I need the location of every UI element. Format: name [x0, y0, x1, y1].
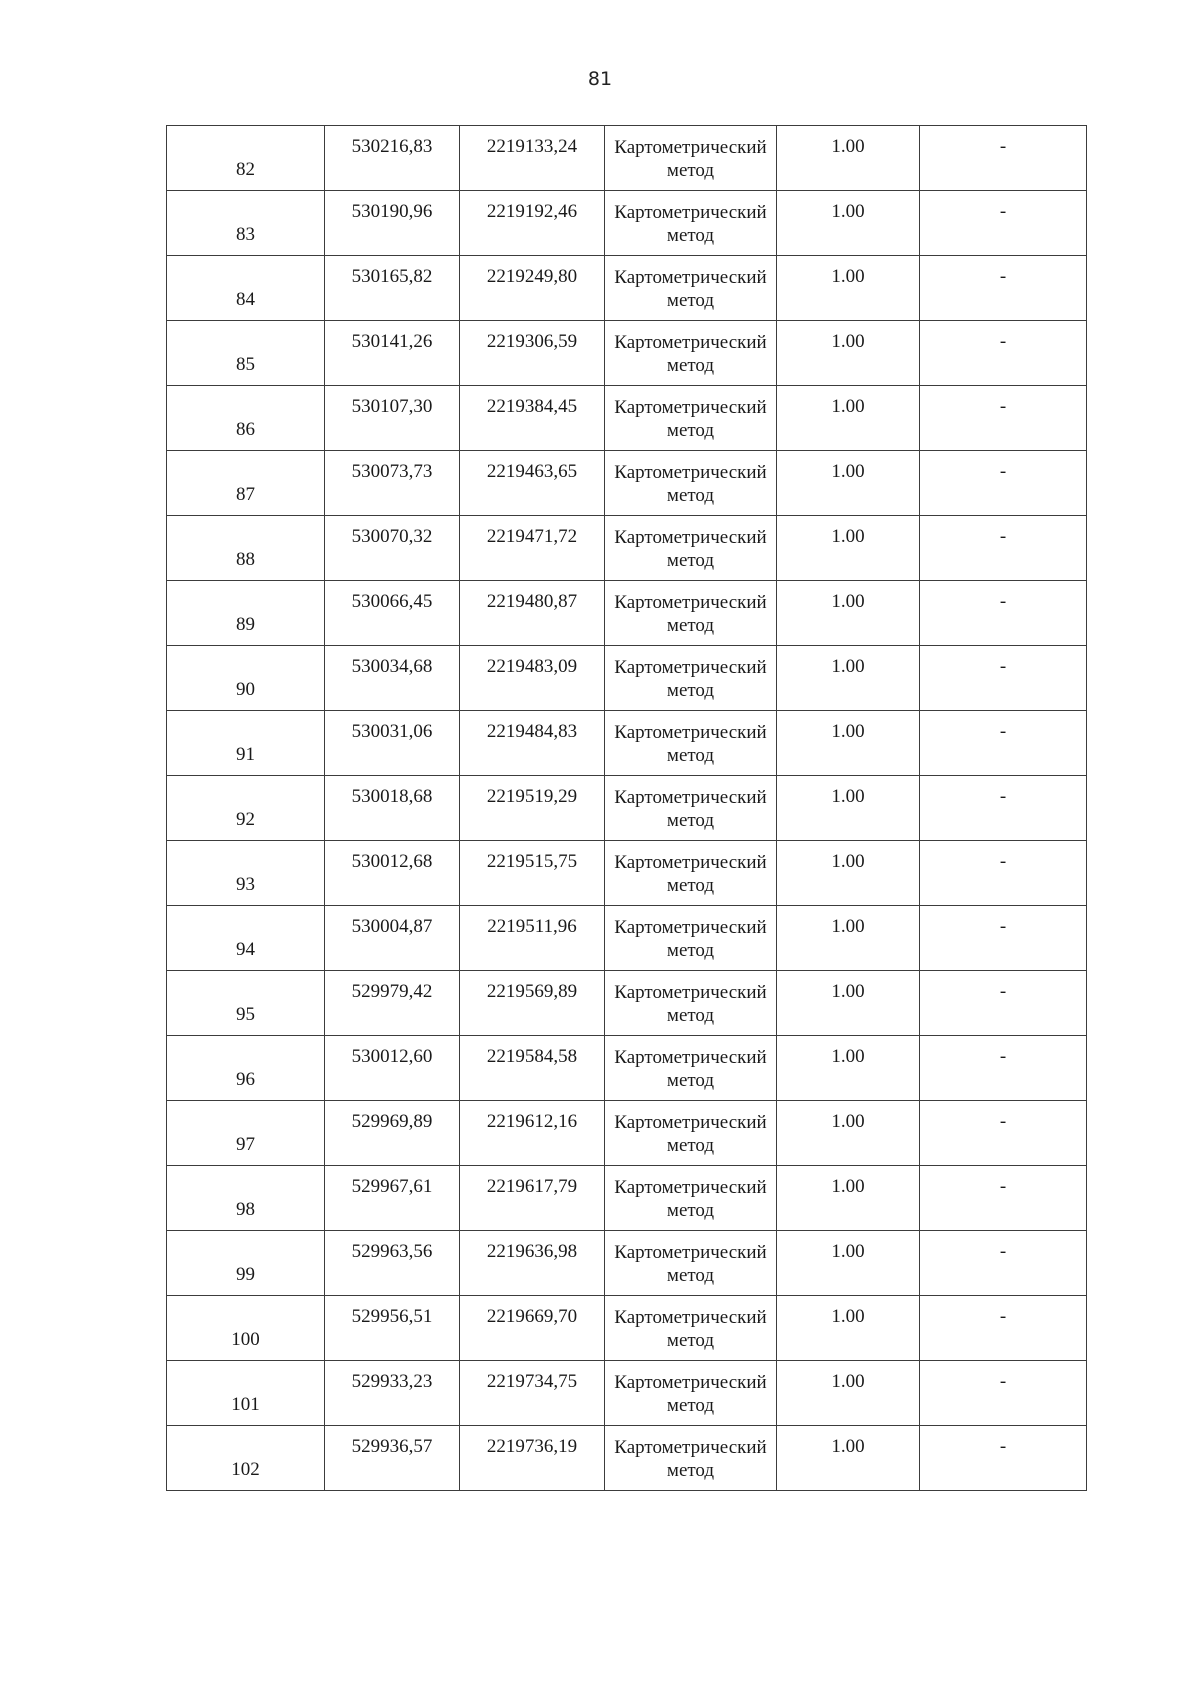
point-number-text: 97 — [236, 1134, 255, 1155]
description-text: - — [999, 1436, 1007, 1457]
point-number-cell — [167, 516, 325, 581]
x-coordinate-cell — [325, 1361, 460, 1426]
method-cell — [605, 126, 777, 191]
accuracy-text: 1.00 — [831, 591, 865, 612]
x-coordinate-cell — [325, 646, 460, 711]
accuracy-cell — [777, 321, 920, 386]
description-text: - — [999, 1241, 1007, 1262]
point-number-text: 93 — [236, 874, 255, 895]
description-text: - — [999, 136, 1007, 157]
method-cell — [605, 906, 777, 971]
y-coordinate-cell — [460, 906, 605, 971]
coordinates-table — [166, 125, 1087, 1491]
y-coordinate-cell — [460, 451, 605, 516]
point-number-text: 100 — [231, 1329, 260, 1350]
x-coordinate-cell — [325, 386, 460, 451]
x-coordinate-cell — [325, 906, 460, 971]
method-cell — [605, 971, 777, 1036]
description-text: - — [999, 1111, 1007, 1132]
point-number-cell — [167, 386, 325, 451]
accuracy-cell — [777, 711, 920, 776]
y-coordinate-cell — [460, 1296, 605, 1361]
description-text: - — [999, 1306, 1007, 1327]
method-cell — [605, 256, 777, 321]
description-cell — [920, 1166, 1087, 1231]
description-text: - — [999, 786, 1007, 807]
accuracy-cell — [777, 1231, 920, 1296]
description-cell — [920, 1426, 1087, 1491]
method-text: Картометрический метод — [614, 137, 767, 181]
method-text: Картометрический метод — [614, 202, 767, 246]
y-coordinate-cell — [460, 646, 605, 711]
x-coordinate-text: 530216,83 — [351, 136, 433, 157]
point-number-cell — [167, 776, 325, 841]
x-coordinate-cell — [325, 1426, 460, 1491]
description-text: - — [999, 266, 1007, 287]
accuracy-cell — [777, 1296, 920, 1361]
accuracy-cell — [777, 386, 920, 451]
y-coordinate-text: 2219249,80 — [486, 266, 578, 287]
x-coordinate-text: 529979,42 — [351, 981, 433, 1002]
description-cell — [920, 451, 1087, 516]
accuracy-text: 1.00 — [831, 916, 865, 937]
y-coordinate-text: 2219471,72 — [486, 526, 578, 547]
description-text: - — [999, 331, 1007, 352]
table-row — [167, 971, 1087, 1036]
x-coordinate-text: 529956,51 — [351, 1306, 433, 1327]
x-coordinate-cell — [325, 1166, 460, 1231]
point-number-text: 101 — [231, 1394, 260, 1415]
table-row — [167, 1166, 1087, 1231]
y-coordinate-text: 2219736,19 — [486, 1436, 578, 1457]
y-coordinate-cell — [460, 841, 605, 906]
y-coordinate-text: 2219484,83 — [486, 721, 578, 742]
table-row — [167, 516, 1087, 581]
x-coordinate-text: 530141,26 — [351, 331, 433, 352]
x-coordinate-text: 530073,73 — [351, 461, 433, 482]
x-coordinate-text: 529963,56 — [351, 1241, 433, 1262]
point-number-cell — [167, 1296, 325, 1361]
point-number-text: 88 — [236, 549, 255, 570]
method-text: Картометрический метод — [614, 527, 767, 571]
y-coordinate-text: 2219483,09 — [486, 656, 578, 677]
x-coordinate-text: 530107,30 — [351, 396, 433, 417]
description-cell — [920, 1101, 1087, 1166]
description-text: - — [999, 1046, 1007, 1067]
point-number-text: 82 — [236, 159, 255, 180]
method-text: Картометрический метод — [614, 1372, 767, 1416]
y-coordinate-cell — [460, 1036, 605, 1101]
method-text: Картометрический метод — [614, 722, 767, 766]
table-row — [167, 1101, 1087, 1166]
point-number-text: 83 — [236, 224, 255, 245]
x-coordinate-cell — [325, 971, 460, 1036]
x-coordinate-cell — [325, 451, 460, 516]
method-cell — [605, 191, 777, 256]
y-coordinate-text: 2219133,24 — [486, 136, 578, 157]
x-coordinate-text: 529967,61 — [351, 1176, 433, 1197]
method-text: Картометрический метод — [614, 592, 767, 636]
accuracy-text: 1.00 — [831, 136, 865, 157]
x-coordinate-text: 530004,87 — [351, 916, 433, 937]
y-coordinate-cell — [460, 971, 605, 1036]
method-cell — [605, 1101, 777, 1166]
description-cell — [920, 906, 1087, 971]
x-coordinate-cell — [325, 711, 460, 776]
x-coordinate-cell — [325, 841, 460, 906]
method-cell — [605, 1361, 777, 1426]
description-text: - — [999, 526, 1007, 547]
description-text: - — [999, 461, 1007, 482]
point-number-cell — [167, 126, 325, 191]
y-coordinate-cell — [460, 581, 605, 646]
method-text: Картометрический метод — [614, 1437, 767, 1481]
point-number-cell — [167, 256, 325, 321]
point-number-cell — [167, 1036, 325, 1101]
accuracy-text: 1.00 — [831, 721, 865, 742]
x-coordinate-cell — [325, 581, 460, 646]
x-coordinate-cell — [325, 1036, 460, 1101]
accuracy-text: 1.00 — [831, 461, 865, 482]
description-cell — [920, 646, 1087, 711]
y-coordinate-cell — [460, 321, 605, 386]
y-coordinate-text: 2219519,29 — [486, 786, 578, 807]
description-text: - — [999, 201, 1007, 222]
accuracy-text: 1.00 — [831, 331, 865, 352]
y-coordinate-cell — [460, 516, 605, 581]
x-coordinate-text: 530018,68 — [351, 786, 433, 807]
point-number-cell — [167, 1426, 325, 1491]
x-coordinate-cell — [325, 516, 460, 581]
y-coordinate-text: 2219384,45 — [486, 396, 578, 417]
y-coordinate-cell — [460, 191, 605, 256]
description-cell — [920, 386, 1087, 451]
method-cell — [605, 1231, 777, 1296]
description-cell — [920, 516, 1087, 581]
accuracy-cell — [777, 1361, 920, 1426]
method-text: Картометрический метод — [614, 1307, 767, 1351]
description-cell — [920, 971, 1087, 1036]
point-number-text: 87 — [236, 484, 255, 505]
accuracy-text: 1.00 — [831, 1306, 865, 1327]
accuracy-cell — [777, 841, 920, 906]
y-coordinate-cell — [460, 776, 605, 841]
table-row — [167, 191, 1087, 256]
accuracy-text: 1.00 — [831, 851, 865, 872]
accuracy-text: 1.00 — [831, 1111, 865, 1132]
x-coordinate-cell — [325, 256, 460, 321]
x-coordinate-text: 530070,32 — [351, 526, 433, 547]
description-cell — [920, 1036, 1087, 1101]
point-number-text: 99 — [236, 1264, 255, 1285]
y-coordinate-text: 2219569,89 — [486, 981, 578, 1002]
method-text: Картометрический метод — [614, 1242, 767, 1286]
description-cell — [920, 581, 1087, 646]
description-cell — [920, 191, 1087, 256]
method-cell — [605, 646, 777, 711]
description-text: - — [999, 1176, 1007, 1197]
table-row — [167, 321, 1087, 386]
description-text: - — [999, 591, 1007, 612]
method-text: Картометрический метод — [614, 852, 767, 896]
point-number-text: 92 — [236, 809, 255, 830]
description-cell — [920, 256, 1087, 321]
point-number-cell — [167, 711, 325, 776]
point-number-cell — [167, 1101, 325, 1166]
x-coordinate-cell — [325, 126, 460, 191]
description-cell — [920, 1296, 1087, 1361]
y-coordinate-cell — [460, 1166, 605, 1231]
page-number: 81 — [587, 68, 613, 90]
table-body — [167, 126, 1087, 1491]
point-number-text: 96 — [236, 1069, 255, 1090]
method-text: Картометрический метод — [614, 1112, 767, 1156]
point-number-text: 86 — [236, 419, 255, 440]
method-cell — [605, 516, 777, 581]
point-number-cell — [167, 451, 325, 516]
y-coordinate-cell — [460, 1361, 605, 1426]
accuracy-cell — [777, 581, 920, 646]
accuracy-cell — [777, 451, 920, 516]
table-row — [167, 646, 1087, 711]
description-cell — [920, 1361, 1087, 1426]
table-row — [167, 1296, 1087, 1361]
table-row — [167, 1426, 1087, 1491]
point-number-cell — [167, 906, 325, 971]
method-text: Картометрический метод — [614, 332, 767, 376]
x-coordinate-cell — [325, 191, 460, 256]
accuracy-cell — [777, 1101, 920, 1166]
y-coordinate-text: 2219192,46 — [486, 201, 578, 222]
y-coordinate-text: 2219515,75 — [486, 851, 578, 872]
x-coordinate-text: 530165,82 — [351, 266, 433, 287]
accuracy-text: 1.00 — [831, 1436, 865, 1457]
point-number-cell — [167, 971, 325, 1036]
x-coordinate-cell — [325, 1296, 460, 1361]
description-text: - — [999, 851, 1007, 872]
method-text: Картометрический метод — [614, 1177, 767, 1221]
x-coordinate-text: 530066,45 — [351, 591, 433, 612]
method-text: Картометрический метод — [614, 917, 767, 961]
point-number-text: 89 — [236, 614, 255, 635]
method-text: Картометрический метод — [614, 397, 767, 441]
description-text: - — [999, 1371, 1007, 1392]
accuracy-text: 1.00 — [831, 396, 865, 417]
accuracy-text: 1.00 — [831, 1241, 865, 1262]
method-cell — [605, 1036, 777, 1101]
point-number-cell — [167, 841, 325, 906]
accuracy-text: 1.00 — [831, 1176, 865, 1197]
table-row — [167, 581, 1087, 646]
description-text: - — [999, 981, 1007, 1002]
accuracy-cell — [777, 256, 920, 321]
y-coordinate-text: 2219463,65 — [486, 461, 578, 482]
x-coordinate-cell — [325, 1101, 460, 1166]
method-cell — [605, 1296, 777, 1361]
point-number-cell — [167, 1166, 325, 1231]
table-row — [167, 1036, 1087, 1101]
x-coordinate-text: 529933,23 — [351, 1371, 433, 1392]
point-number-cell — [167, 321, 325, 386]
x-coordinate-cell — [325, 321, 460, 386]
point-number-text: 102 — [231, 1459, 260, 1480]
accuracy-text: 1.00 — [831, 266, 865, 287]
table-row — [167, 451, 1087, 516]
description-text: - — [999, 916, 1007, 937]
y-coordinate-text: 2219612,16 — [486, 1111, 578, 1132]
accuracy-text: 1.00 — [831, 656, 865, 677]
description-text: - — [999, 721, 1007, 742]
y-coordinate-text: 2219306,59 — [486, 331, 578, 352]
accuracy-cell — [777, 516, 920, 581]
table-row — [167, 1231, 1087, 1296]
y-coordinate-text: 2219734,75 — [486, 1371, 578, 1392]
method-cell — [605, 776, 777, 841]
x-coordinate-text: 529936,57 — [351, 1436, 433, 1457]
accuracy-cell — [777, 191, 920, 256]
y-coordinate-cell — [460, 1101, 605, 1166]
x-coordinate-text: 530012,60 — [351, 1046, 433, 1067]
y-coordinate-cell — [460, 1231, 605, 1296]
y-coordinate-cell — [460, 386, 605, 451]
x-coordinate-cell — [325, 776, 460, 841]
y-coordinate-text: 2219617,79 — [486, 1176, 578, 1197]
table-row — [167, 841, 1087, 906]
method-cell — [605, 841, 777, 906]
accuracy-cell — [777, 646, 920, 711]
y-coordinate-text: 2219636,98 — [486, 1241, 578, 1262]
y-coordinate-text: 2219669,70 — [486, 1306, 578, 1327]
description-text: - — [999, 656, 1007, 677]
y-coordinate-text: 2219511,96 — [487, 916, 577, 937]
method-cell — [605, 451, 777, 516]
description-cell — [920, 321, 1087, 386]
table-row — [167, 256, 1087, 321]
method-text: Картометрический метод — [614, 657, 767, 701]
method-cell — [605, 581, 777, 646]
table-row — [167, 711, 1087, 776]
method-text: Картометрический метод — [614, 982, 767, 1026]
accuracy-text: 1.00 — [831, 201, 865, 222]
table-row — [167, 386, 1087, 451]
accuracy-cell — [777, 971, 920, 1036]
y-coordinate-cell — [460, 126, 605, 191]
method-cell — [605, 1166, 777, 1231]
accuracy-text: 1.00 — [831, 1046, 865, 1067]
point-number-text: 91 — [236, 744, 255, 765]
accuracy-text: 1.00 — [831, 786, 865, 807]
accuracy-cell — [777, 1036, 920, 1101]
point-number-cell — [167, 646, 325, 711]
accuracy-cell — [777, 906, 920, 971]
point-number-text: 90 — [236, 679, 255, 700]
accuracy-cell — [777, 776, 920, 841]
accuracy-cell — [777, 1426, 920, 1491]
x-coordinate-cell — [325, 1231, 460, 1296]
point-number-text: 98 — [236, 1199, 255, 1220]
point-number-text: 84 — [236, 289, 255, 310]
accuracy-text: 1.00 — [831, 981, 865, 1002]
description-cell — [920, 776, 1087, 841]
method-text: Картометрический метод — [614, 787, 767, 831]
description-cell — [920, 126, 1087, 191]
y-coordinate-text: 2219584,58 — [486, 1046, 578, 1067]
y-coordinate-cell — [460, 1426, 605, 1491]
description-cell — [920, 711, 1087, 776]
point-number-cell — [167, 191, 325, 256]
accuracy-text: 1.00 — [831, 526, 865, 547]
table-row — [167, 906, 1087, 971]
description-cell — [920, 841, 1087, 906]
method-cell — [605, 386, 777, 451]
method-cell — [605, 1426, 777, 1491]
table-row — [167, 776, 1087, 841]
method-text: Картометрический метод — [614, 462, 767, 506]
accuracy-cell — [777, 126, 920, 191]
method-cell — [605, 711, 777, 776]
point-number-text: 94 — [236, 939, 255, 960]
x-coordinate-text: 529969,89 — [351, 1111, 433, 1132]
table-row — [167, 126, 1087, 191]
method-text: Картометрический метод — [614, 267, 767, 311]
description-text: - — [999, 396, 1007, 417]
x-coordinate-text: 530034,68 — [351, 656, 433, 677]
accuracy-text: 1.00 — [831, 1371, 865, 1392]
point-number-text: 85 — [236, 354, 255, 375]
x-coordinate-text: 530012,68 — [351, 851, 433, 872]
x-coordinate-text: 530031,06 — [351, 721, 433, 742]
y-coordinate-text: 2219480,87 — [486, 591, 578, 612]
table-row — [167, 1361, 1087, 1426]
point-number-text: 95 — [236, 1004, 255, 1025]
accuracy-cell — [777, 1166, 920, 1231]
method-cell — [605, 321, 777, 386]
y-coordinate-cell — [460, 711, 605, 776]
point-number-cell — [167, 1231, 325, 1296]
description-cell — [920, 1231, 1087, 1296]
y-coordinate-cell — [460, 256, 605, 321]
point-number-cell — [167, 1361, 325, 1426]
method-text: Картометрический метод — [614, 1047, 767, 1091]
x-coordinate-text: 530190,96 — [351, 201, 433, 222]
point-number-cell — [167, 581, 325, 646]
